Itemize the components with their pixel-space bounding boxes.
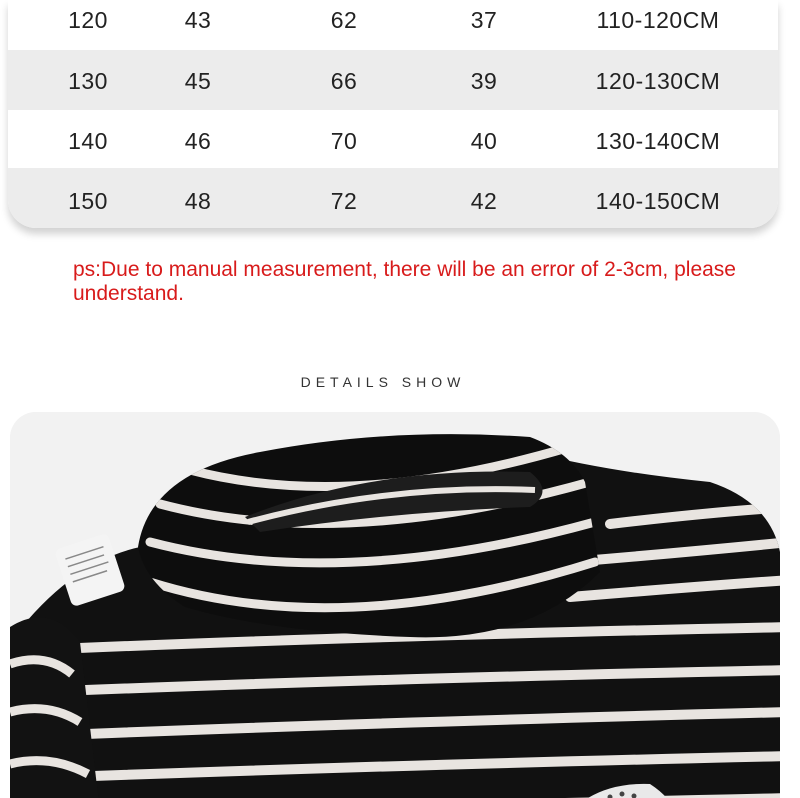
- measurement-note: ps:Due to manual measurement, there will be an error of 2-3cm, please understand.: [73, 258, 736, 305]
- table-cell: 66: [330, 68, 358, 94]
- table-cell: 62: [330, 7, 358, 33]
- table-cell: 150: [68, 188, 108, 214]
- table-cell: 70: [330, 128, 358, 154]
- table-cell: 120: [68, 7, 108, 33]
- section-title: DETAILS SHOW: [300, 374, 466, 390]
- table-cell: 45: [184, 68, 212, 94]
- table-row: [8, 50, 778, 110]
- table-cell: 46: [184, 128, 212, 154]
- table-cell: 40: [470, 128, 498, 154]
- table-cell: 140: [68, 128, 108, 154]
- table-cell: 130: [68, 68, 108, 94]
- table-cell: 110-120CM: [596, 7, 720, 33]
- table-cell: 43: [184, 7, 212, 33]
- table-cell: 72: [330, 188, 358, 214]
- striped-shirt-illustration: [10, 412, 780, 798]
- table-row: [8, 168, 778, 228]
- size-table: [8, 0, 778, 228]
- table-cell: 39: [470, 68, 498, 94]
- table-cell: 140-150CM: [595, 188, 721, 214]
- table-cell: 48: [184, 188, 212, 214]
- table-row: [8, 110, 778, 170]
- product-photo: [10, 412, 780, 798]
- table-cell: 120-130CM: [595, 68, 721, 94]
- table-cell: 42: [470, 188, 498, 214]
- table-cell: 37: [470, 7, 498, 33]
- table-cell: 130-140CM: [595, 128, 721, 154]
